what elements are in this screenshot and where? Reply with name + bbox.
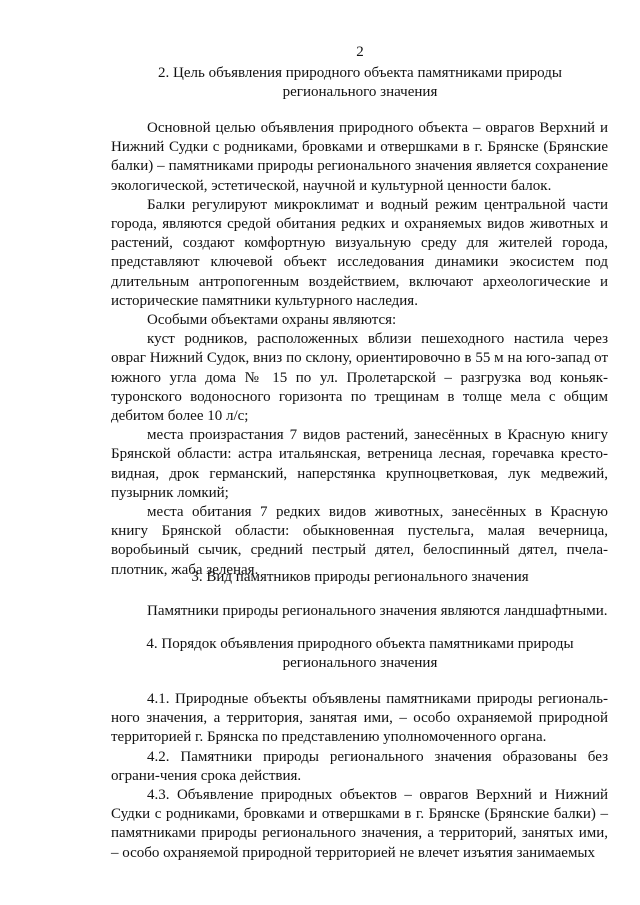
section-3-heading	[0, 568, 640, 587]
section-3-heading-text: 3. Вид памятников природы регионального значения	[191, 569, 529, 585]
section-4-heading	[0, 635, 640, 673]
goal-paragraph: Основной целью объявления природного объекта – оврагов Верхний и Нижний Судки с родниками, бровками и отвершками в г. Брянске (Брянские балки) – памятниками природы регионального значения является сохранение экологической, эстетической, научной и культурной ценности балок.	[111, 120, 608, 194]
section-2-heading	[0, 64, 640, 102]
section-4-heading-line-1: 4. Порядок объявления природного объекта памятниками природы	[146, 636, 574, 652]
section-2-heading-line-2: регионального значения	[282, 84, 438, 100]
section-4-body	[111, 690, 608, 863]
clause-4-2: 4.2. Памятники природы регионального значения образованы без ограни-чения срока действия.	[111, 748, 608, 784]
section-3-body	[111, 602, 608, 621]
animals-paragraph: места обитания 7 редких видов животных, занесённых в Красную книгу Брянской области: обыкновенная пустельга, малая вечерница, воробьиный сычик, средний пестрый дятел, белоспинный дятел, пчела-плотник, жаба зеленая.	[111, 504, 608, 578]
section-2-body	[111, 119, 608, 580]
section-4-heading-line-2: регионального значения	[282, 655, 438, 671]
page-number: 2	[356, 44, 364, 60]
section-2-heading-line-1: 2. Цель объявления природного объекта памятниками природы	[158, 65, 562, 81]
springs-paragraph: куст родников, расположенных вблизи пешеходного настила через овраг Нижний Судок, вниз по склону, ориентировочно в 55 м на юго-запад от южного угла дома № 15 по ул. Пролетарской – разгрузка вод коньяк-туронского водоносного горизонта по трещинам в толще мела с общим дебитом более 10 л/с;	[111, 331, 608, 425]
protected-objects-intro: Особыми объектами охраны являются:	[147, 312, 397, 329]
clause-4-3: 4.3. Объявление природных объектов – оврагов Верхний и Нижний Судки с родниками, бровками и отвершками в г. Брянске (Брянские балки) – памятниками природы регионального значения, а территорий, занятых ими, – особо охраняемой природной территорией не влечет изъятия занимаемых	[111, 787, 608, 861]
plants-paragraph: места произрастания 7 видов растений, занесённых в Красную книгу Брянской области: астра итальянская, ветреница лесная, горечавка кресто-видная, дрок германский, наперстянка крупноцветковая, лук медвежий, пузырник ломкий;	[111, 427, 608, 501]
ravines-role-paragraph: Балки регулируют микроклимат и водный режим центральной части города, являются средой обитания редких и охраняемых видов животных и растений, создают комфортную визуальную среду для жителей города, представляют ключевой объект исследования динамики экосистем под длительным антропогенным воздействием, включают археологические и исторические памятники культурного наследия.	[111, 196, 608, 309]
monument-type-paragraph: Памятники природы регионального значения являются ландшафтными.	[147, 603, 608, 619]
clause-4-1: 4.1. Природные объекты объявлены памятниками природы региональ-ного значения, а территория, занятая ими, – особо охраняемой природной территорией г. Брянска по представлению уполномоченного органа.	[111, 691, 608, 746]
